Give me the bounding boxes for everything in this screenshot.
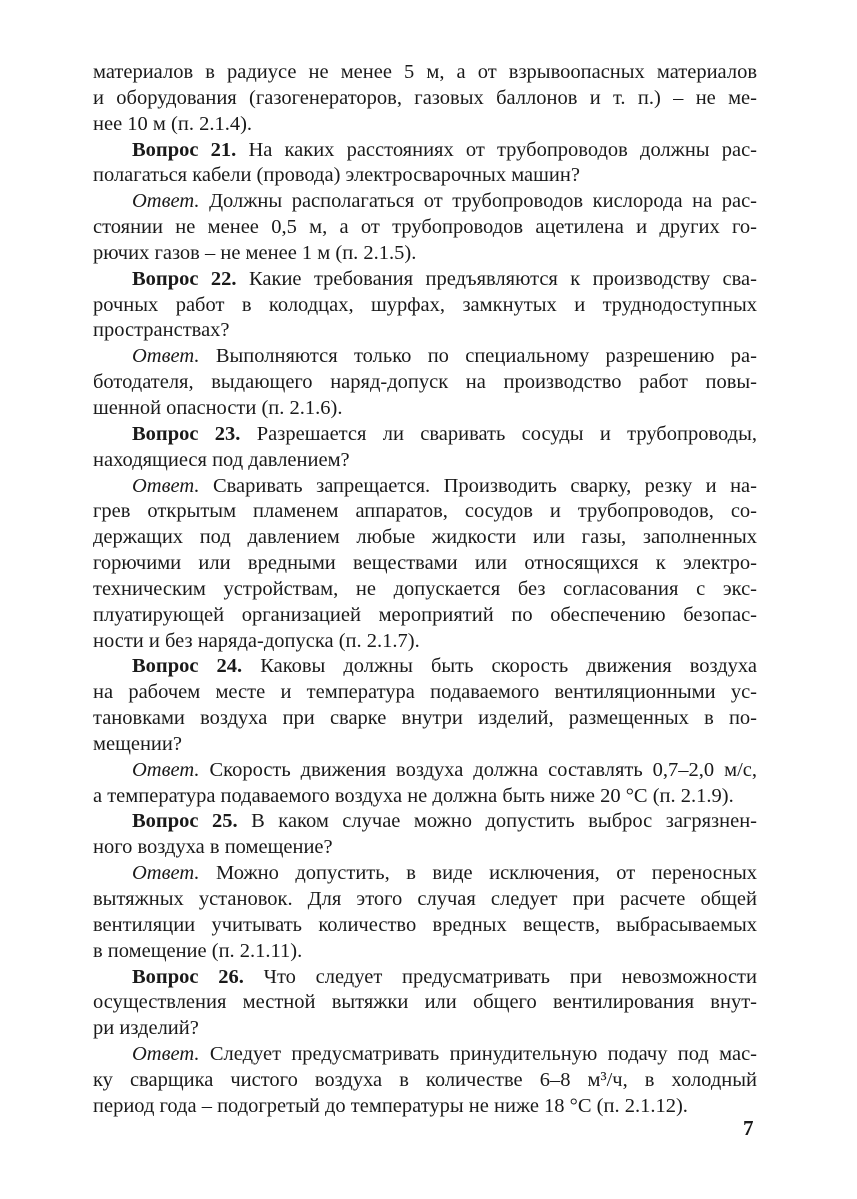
text-line	[93, 835, 757, 861]
answer-label: Ответ.	[132, 345, 200, 368]
line-text: полагаться кабели (провода) электросварочных машин?	[93, 164, 580, 187]
line-text: материалов в радиусе не менее 5 м, а от взрывоопасных материалов	[93, 61, 757, 83]
answer-paragraph	[93, 189, 757, 267]
text-line	[93, 965, 757, 991]
question-label: Вопрос 23.	[132, 422, 241, 445]
text-line	[93, 293, 757, 319]
line-text: нее 10 м (п. 2.1.4).	[93, 112, 253, 135]
line-text: техническим устройствам, не допускается без согласования с экс-	[93, 577, 757, 600]
text-line	[93, 215, 757, 241]
line-text: период года – подогретый до температуры не ниже 18 °С (п. 2.1.12).	[93, 1094, 688, 1117]
text-line	[93, 1094, 757, 1120]
line-text: шенной опасности (п. 2.1.6).	[93, 396, 343, 419]
answer-paragraph	[93, 758, 757, 810]
text-line	[93, 887, 757, 913]
text-line	[93, 1042, 757, 1068]
line-text: ботодателя, выдающего наряд-допуск на производство работ повы-	[93, 371, 757, 394]
body-text	[93, 60, 757, 1120]
text-line	[93, 448, 757, 474]
line-text: плуатирующей организацией мероприятий по обеспечению безопас-	[93, 603, 757, 626]
text-line	[93, 138, 757, 164]
question-label: Вопрос 25.	[132, 810, 238, 833]
line-text: ку сварщика чистого воздуха в количестве 6–8 м³/ч, в холодный	[93, 1068, 757, 1091]
text-line	[93, 577, 757, 603]
text-line	[93, 1016, 757, 1042]
text-line	[93, 163, 757, 189]
answer-paragraph	[93, 1042, 757, 1120]
text-line	[93, 654, 757, 680]
text-line	[93, 189, 757, 215]
line-text: в помещение (п. 2.1.11).	[93, 939, 303, 962]
line-text: На каких расстояниях от трубопроводов должны рас-	[236, 138, 757, 161]
text-line	[93, 396, 757, 422]
text-line	[93, 939, 757, 965]
line-text: рючих газов – не менее 1 м (п. 2.1.5).	[93, 241, 417, 264]
answer-label: Ответ.	[132, 190, 200, 213]
line-text: Можно допустить, в виде исключения, от переносных	[199, 862, 757, 885]
text-line	[93, 474, 757, 500]
answer-label: Ответ.	[132, 862, 200, 885]
line-text: и оборудования (газогенераторов, газовых баллонов и т. п.) – не ме-	[93, 86, 757, 109]
question-paragraph	[93, 965, 757, 1043]
answer-paragraph	[93, 474, 757, 655]
paragraph	[93, 60, 757, 138]
text-line	[93, 525, 757, 551]
text-line	[93, 1068, 757, 1094]
line-text: Сваривать запрещается. Производить сварку, резку и на-	[199, 474, 757, 497]
line-text: Разрешается ли сваривать сосуды и трубопроводы,	[240, 422, 757, 445]
text-line	[93, 680, 757, 706]
text-line	[93, 809, 757, 835]
text-line	[93, 784, 757, 810]
line-text: вытяжных установок. Для этого случая следует при расчете общей	[93, 888, 757, 910]
line-text: рочных работ в колодцах, шурфах, замкнутых и труднодоступных	[93, 293, 757, 316]
line-text: стоянии не менее 0,5 м, а от трубопроводов ацетилена и других го-	[93, 216, 757, 239]
text-line	[93, 732, 757, 758]
answer-paragraph	[93, 861, 757, 964]
text-line	[93, 706, 757, 732]
line-text: ного воздуха в помещение?	[93, 836, 333, 859]
line-text: находящиеся под давлением?	[93, 448, 350, 471]
text-line	[93, 370, 757, 396]
question-label: Вопрос 22.	[132, 267, 237, 290]
line-text: Какие требования предъявляются к производству сва-	[236, 267, 757, 290]
line-text: пространствах?	[93, 319, 230, 342]
text-line	[93, 86, 757, 112]
line-text: мещении?	[93, 732, 182, 755]
line-text: а температура подаваемого воздуха не должна быть ниже 20 °С (п. 2.1.9).	[93, 784, 734, 807]
line-text: на рабочем месте и температура подаваемого вентиляционными ус-	[93, 681, 757, 704]
line-text: тановками воздуха при сварке внутри изделий, размещенных в по-	[93, 707, 757, 730]
question-paragraph	[93, 422, 757, 474]
line-text: Скорость движения воздуха должна составлять 0,7–2,0 м/с,	[199, 758, 757, 781]
answer-label: Ответ.	[132, 1043, 200, 1066]
answer-paragraph	[93, 344, 757, 422]
answer-label: Ответ.	[132, 758, 200, 781]
text-line	[93, 318, 757, 344]
line-text: Что следует предусматривать при невозможности	[243, 965, 757, 988]
question-paragraph	[93, 267, 757, 345]
text-line	[93, 603, 757, 629]
question-label: Вопрос 24.	[132, 655, 243, 678]
answer-label: Ответ.	[132, 474, 200, 497]
question-label: Вопрос 26.	[132, 965, 244, 988]
line-text: Следует предусматривать принудительную подачу под мас-	[199, 1043, 757, 1066]
page-number: 7	[743, 1116, 754, 1140]
text-line	[93, 267, 757, 293]
line-text: горючими или вредными веществами или относящихся к электро-	[93, 552, 757, 575]
text-line	[93, 990, 757, 1016]
question-paragraph	[93, 809, 757, 861]
text-line	[93, 499, 757, 525]
question-paragraph	[93, 654, 757, 757]
text-line	[93, 629, 757, 655]
text-line	[93, 344, 757, 370]
line-text: ности и без наряда-допуска (п. 2.1.7).	[93, 629, 420, 652]
text-line	[93, 422, 757, 448]
line-text: Каковы должны быть скорость движения воздуха	[242, 655, 757, 678]
text-line	[93, 551, 757, 577]
line-text: Должны располагаться от трубопроводов кислорода на рас-	[199, 190, 757, 213]
question-paragraph	[93, 138, 757, 190]
line-text: держащих под давлением любые жидкости или газы, заполненных	[93, 526, 757, 549]
line-text: ри изделий?	[93, 1017, 199, 1040]
text-line	[93, 112, 757, 138]
text-line	[93, 758, 757, 784]
line-text: грев открытым пламенем аппаратов, сосудов и трубопроводов, со-	[93, 500, 757, 523]
question-label: Вопрос 21.	[132, 138, 237, 161]
line-text: Выполняются только по специальному разрешению ра-	[199, 345, 757, 368]
line-text: осуществления местной вытяжки или общего вентилирования внут-	[93, 991, 757, 1014]
text-line	[93, 60, 757, 86]
text-line	[93, 913, 757, 939]
text-line	[93, 861, 757, 887]
text-line	[93, 241, 757, 267]
line-text: В каком случае можно допустить выброс загрязнен-	[237, 810, 757, 833]
line-text: вентиляции учитывать количество вредных веществ, выбрасываемых	[93, 913, 757, 936]
